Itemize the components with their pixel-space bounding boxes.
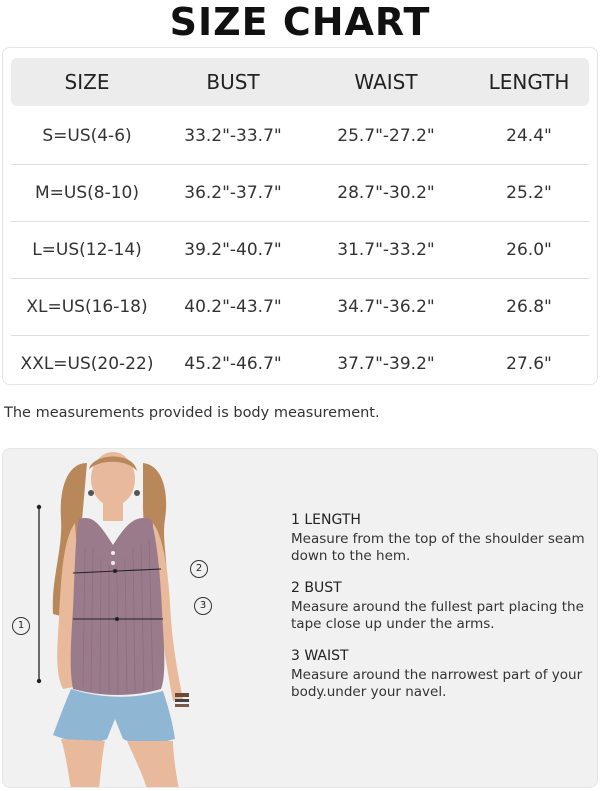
- cell-bust: 39.2"-40.7": [184, 240, 282, 260]
- measurement-note: The measurements provided is body measurement.: [4, 405, 380, 421]
- instruction-bust: [291, 579, 591, 633]
- table-row: [11, 108, 589, 165]
- instruction-title: 3 WAIST: [291, 648, 349, 664]
- cell-size: XL=US(16-18): [26, 297, 148, 317]
- instruction-waist: [291, 647, 591, 701]
- cell-size: L=US(12-14): [32, 240, 142, 260]
- cell-length: 25.2": [506, 183, 552, 203]
- header-length: LENGTH: [488, 70, 570, 94]
- cell-size: M=US(8-10): [35, 183, 139, 203]
- right-leg: [127, 741, 179, 788]
- cell-bust: 33.2"-33.7": [184, 126, 282, 146]
- cell-waist: 31.7"-33.2": [337, 240, 435, 260]
- cell-size: S=US(4-6): [42, 126, 132, 146]
- instruction-text: Measure around the fullest part placing the tape close up under the arms.: [291, 599, 584, 632]
- instruction-text: Measure around the narrowest part of your body.under your navel.: [291, 667, 583, 700]
- marker-length: 1: [12, 617, 30, 635]
- cell-waist: 37.7"-39.2": [337, 354, 435, 374]
- model-illustration: [3, 449, 263, 788]
- cell-waist: 25.7"-27.2": [337, 126, 435, 146]
- table-row: [11, 336, 589, 392]
- cell-length: 26.8": [506, 297, 552, 317]
- table-header: [11, 58, 589, 106]
- instruction-text: Measure from the top of the shoulder seam down to the hem.: [291, 531, 585, 564]
- measurement-guide: [2, 448, 598, 788]
- instruction-title: 2 BUST: [291, 580, 342, 596]
- header-waist: WAIST: [354, 70, 418, 94]
- table-row: [11, 165, 589, 222]
- table-row: [11, 222, 589, 279]
- shorts-shape: [53, 689, 175, 744]
- cell-bust: 36.2"-37.7": [184, 183, 282, 203]
- cell-length: 24.4": [506, 126, 552, 146]
- instruction-length: [291, 511, 591, 565]
- instruction-title: 1 LENGTH: [291, 512, 361, 528]
- measurement-instructions: [291, 511, 591, 715]
- left-leg: [61, 739, 105, 788]
- table-row: [11, 279, 589, 336]
- cell-length: 26.0": [506, 240, 552, 260]
- cell-waist: 34.7"-36.2": [337, 297, 435, 317]
- marker-bust: 2: [190, 560, 208, 578]
- table-body: [11, 108, 589, 392]
- size-table: [2, 47, 598, 385]
- cell-size: XXL=US(20-22): [20, 354, 154, 374]
- page-title: SIZE CHART: [169, 0, 431, 44]
- header-bust: BUST: [206, 70, 260, 94]
- header-size: SIZE: [64, 70, 110, 94]
- marker-waist: 3: [194, 597, 212, 615]
- cell-bust: 40.2"-43.7": [184, 297, 282, 317]
- cell-bust: 45.2"-46.7": [184, 354, 282, 374]
- cell-length: 27.6": [506, 354, 552, 374]
- cell-waist: 28.7"-30.2": [337, 183, 435, 203]
